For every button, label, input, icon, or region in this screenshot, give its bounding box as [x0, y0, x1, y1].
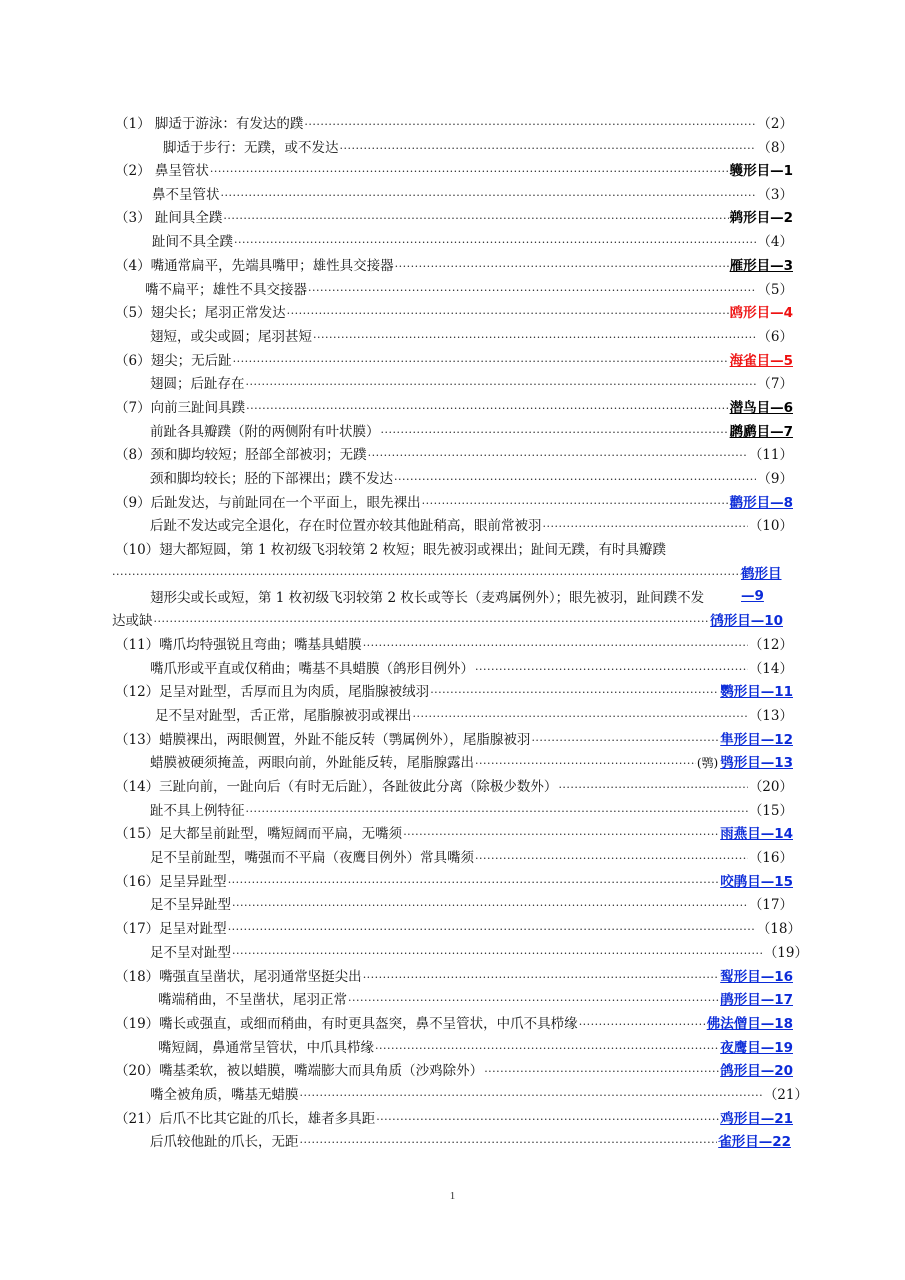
- key-entry: [115, 113, 793, 135]
- dot-leader: [475, 753, 696, 775]
- entry-ref: （2）: [757, 116, 793, 132]
- key-entry: [150, 752, 793, 774]
- entry-text: 翅形尖或长或短，第 1 枚初级飞羽较第 2 枚长或等长（麦鸡属例外）；眼先被羽，趾间蹼不发: [150, 590, 705, 606]
- entry-ref: （17）: [748, 897, 793, 913]
- order-label: 夜鹰目—19: [720, 1040, 793, 1056]
- order-label: 鸽形目—20: [720, 1063, 793, 1079]
- order-label: 鸥形目—4: [729, 305, 793, 321]
- entry-ref: （20）: [748, 779, 793, 795]
- dot-leader: [234, 232, 756, 254]
- key-entry: [115, 350, 793, 372]
- key-entry: [155, 705, 793, 727]
- entry-ref: （12）: [748, 637, 793, 653]
- entry-text: 翅短，或尖或圆；尾羽甚短: [150, 329, 312, 345]
- entry-text: 蜡膜被硬须掩盖，两眼向前，外趾能反转，尾脂腺露出: [150, 755, 474, 771]
- dot-leader: [223, 208, 728, 230]
- entry-text: （10）翅大都短圆，第 1 枚初级飞羽较第 2 枚短；眼先被羽或裸出；趾间无蹼，有时具瓣蹼: [115, 542, 667, 558]
- dot-leader: [475, 659, 748, 681]
- order-label: 咬鹃目—15: [720, 874, 793, 890]
- entry-text: 足不呈对趾型，舌正常，尾脂腺被羽或裸出: [155, 708, 412, 724]
- dot-leader: [348, 990, 719, 1012]
- dot-leader: [475, 848, 748, 870]
- order-label: 䴙䴘目—7: [729, 424, 793, 440]
- dot-leader: [246, 801, 748, 823]
- key-entry: [150, 894, 793, 916]
- entry-ref: （3）: [757, 187, 793, 203]
- dot-leader: [232, 943, 763, 965]
- order-label: 鹤形目—9: [741, 566, 782, 604]
- dot-leader: [308, 280, 756, 302]
- entry-text: （9）后趾发达，与前趾同在一个平面上，眼先裸出: [115, 495, 421, 511]
- entry-text: （18）嘴强直呈凿状，尾羽通常坚挺尖出: [115, 969, 362, 985]
- key-entry: [152, 184, 793, 206]
- key-entry: [115, 1013, 793, 1035]
- order-label: 鸮形目—13: [720, 755, 793, 771]
- order-label: 鸡形目—21: [720, 1111, 793, 1127]
- dot-leader: [376, 1109, 719, 1131]
- dot-leader: [210, 161, 729, 183]
- dot-leader: [287, 303, 729, 325]
- entry-text: 后趾不发达或完全退化，存在时位置亦较其他趾稍高，眼前常被羽: [150, 518, 542, 534]
- key-entry: [158, 1037, 793, 1059]
- entry-text: （6）翅尖；无后趾: [115, 353, 232, 369]
- key-entry: [115, 492, 793, 514]
- entry-text: （17）足呈对趾型: [115, 921, 227, 937]
- entry-ref: （15）: [748, 803, 793, 819]
- key-entry: [163, 137, 793, 159]
- order-label: 佛法僧目—18: [706, 1016, 793, 1032]
- dot-leader: [375, 1038, 719, 1060]
- dot-leader: [422, 493, 729, 515]
- entry-text: （21）后爪不比其它趾的爪长，雄者多具距: [115, 1111, 376, 1127]
- entry-text: （19）嘴长或强直，或细而稍曲，有时更具盔突，鼻不呈管状，中爪不具栉缘: [115, 1016, 578, 1032]
- key-entry: [152, 231, 793, 253]
- dot-leader: [246, 374, 757, 396]
- dot-leader: [300, 1132, 718, 1154]
- key-entry: [150, 1084, 808, 1106]
- entry-ref: （18）: [756, 921, 801, 937]
- key-entry: [115, 634, 793, 656]
- dot-leader: [403, 824, 719, 846]
- key-entry: [115, 918, 801, 940]
- dot-leader: [531, 730, 719, 752]
- entry-text: （2） 鼻呈管状: [115, 163, 209, 179]
- dot-leader: [304, 114, 756, 136]
- entry-text: 前趾各具瓣蹼（附的两侧附有叶状膜）: [150, 424, 380, 440]
- entry-ref: （10）: [748, 518, 793, 534]
- key-entry: [115, 776, 793, 798]
- key-entry: [150, 658, 793, 680]
- dot-leader: [232, 895, 748, 917]
- entry-text: 鼻不呈管状: [152, 187, 220, 203]
- dot-leader: [228, 919, 756, 941]
- dot-leader: [430, 682, 719, 704]
- entry-ref: （5）: [757, 282, 793, 298]
- order-label: 雨燕目—14: [720, 826, 793, 842]
- key-entry: [158, 989, 793, 1011]
- key-entry: [115, 255, 793, 277]
- key-entry: [150, 942, 808, 964]
- entry-text: （20）嘴基柔软，被以蜡膜，嘴端膨大而具角质（沙鸡除外）: [115, 1063, 484, 1079]
- dot-leader: [228, 872, 720, 894]
- entry-ref: （19）: [763, 945, 808, 961]
- order-label: 鹃形目—17: [720, 992, 793, 1008]
- entry-text: （15）足大都呈前趾型，嘴短阔而平扁，无嘴须: [115, 826, 403, 842]
- order-label: 隼形目—12: [720, 732, 793, 748]
- page-number: 1: [449, 1190, 456, 1202]
- dot-leader: [395, 256, 729, 278]
- dot-leader: [484, 1061, 719, 1083]
- entry-text: （11）嘴爪均特强锐且弯曲；嘴基具蜡膜: [115, 637, 362, 653]
- order-label: 鹱形目—1: [729, 163, 793, 179]
- entry-text: （1） 脚适于游泳：有发达的蹼: [115, 116, 304, 132]
- entry-text: （4）嘴通常扁平，先端具嘴甲；雄性具交接器: [115, 258, 394, 274]
- key-entry: [115, 966, 793, 988]
- entry-ref: （4）: [757, 234, 793, 250]
- entry-text: 颈和脚均较长；胫的下部裸出；蹼不发达: [150, 471, 393, 487]
- entry-text: 足不呈对趾型: [150, 945, 231, 961]
- entry-text: 达或缺: [112, 613, 153, 629]
- key-entry: [115, 160, 793, 182]
- dot-leader: [413, 706, 748, 728]
- dot-leader: [394, 469, 756, 491]
- order-label: 鹳形目—8: [729, 495, 793, 511]
- dot-leader: [579, 1014, 706, 1036]
- entry-text: 嘴爪形或平直或仅稍曲；嘴基不具蜡膜（鸽形目例外）: [150, 661, 474, 677]
- key-entry: [115, 397, 793, 419]
- entry-ref: （8）: [757, 140, 793, 156]
- key-entry: [112, 610, 783, 632]
- entry-ref: （11）: [748, 447, 793, 463]
- entry-text: （13）蜡膜裸出，两眼侧置，外趾不能反转（鹗属例外），尾脂腺被羽: [115, 732, 531, 748]
- dot-leader: [154, 611, 710, 633]
- order-label: 雀形目—22: [718, 1134, 791, 1150]
- entry-text: 翅圆；后趾存在: [150, 376, 245, 392]
- dot-leader: [381, 422, 729, 444]
- key-entry: [115, 444, 793, 466]
- entry-text: 足不呈前趾型，嘴强而不平扁（夜鹰目例外）常具嘴须: [150, 850, 474, 866]
- entry-ref: （13）: [748, 708, 793, 724]
- key-entry: [150, 421, 793, 443]
- entry-text: 嘴全被角质，嘴基无蜡膜: [150, 1087, 299, 1103]
- order-label: 雁形目—3: [729, 258, 793, 274]
- key-entry: [150, 515, 793, 537]
- dot-leader: [340, 138, 757, 160]
- entry-ref: （6）: [757, 329, 793, 345]
- dot-leader: [221, 185, 757, 207]
- entry-text: 嘴端稍曲，不呈凿状，尾羽正常: [158, 992, 347, 1008]
- dot-leader: [313, 327, 756, 349]
- key-entry: [115, 871, 793, 893]
- key-entry: [115, 1060, 793, 1082]
- entry-text: 嘴短阔，鼻通常呈管状，中爪具栉缘: [158, 1040, 374, 1056]
- order-label: 䴕形目—16: [720, 969, 793, 985]
- dot-leader: [558, 777, 747, 799]
- entry-ref: （9）: [757, 471, 793, 487]
- dot-leader: [363, 635, 748, 657]
- order-label: 鹈形目—2: [729, 210, 793, 226]
- entry-text: 足不呈异趾型: [150, 897, 231, 913]
- entry-text: 嘴不扁平；雄性不具交接器: [145, 282, 307, 298]
- entry-text: （3） 趾间具全蹼: [115, 210, 223, 226]
- dot-leader: [543, 516, 748, 538]
- key-entry: [115, 302, 793, 324]
- order-label: 鹦形目—11: [720, 684, 793, 700]
- key-entry: [115, 823, 793, 845]
- entry-text: 趾不具上例特征: [150, 803, 245, 819]
- key-entry: [150, 847, 793, 869]
- order-label: 海雀目—5: [729, 353, 793, 369]
- key-entry: [150, 800, 793, 822]
- dot-leader: [112, 564, 741, 586]
- entry-ref: （16）: [748, 850, 793, 866]
- key-entry: [145, 279, 793, 301]
- dot-leader: [368, 445, 748, 467]
- dot-leader: [246, 398, 729, 420]
- entry-text: （16）足呈异趾型: [115, 874, 227, 890]
- dot-leader: [363, 967, 720, 989]
- entry-text: 脚适于步行：无蹼，或不发达: [163, 140, 339, 156]
- entry-text: 后爪较他趾的爪长，无距: [150, 1134, 299, 1150]
- key-entry: [150, 468, 793, 490]
- entry-ref: （7）: [757, 376, 793, 392]
- key-entry: [150, 373, 793, 395]
- dot-leader: [233, 351, 729, 373]
- order-label: 潜鸟目—6: [729, 400, 793, 416]
- key-entry: [150, 326, 793, 348]
- entry-text: （12）足呈对趾型，舌厚而且为肉质，尾脂腺被绒羽: [115, 684, 430, 700]
- key-entry: [115, 681, 793, 703]
- entry-ref: （21）: [763, 1087, 808, 1103]
- key-entry: [150, 1131, 791, 1153]
- dot-leader: [300, 1085, 763, 1107]
- entry-text: （8）颈和脚均较短；胫部全部被羽；无蹼: [115, 447, 367, 463]
- entry-note: (鹗): [696, 756, 719, 770]
- key-entry: [115, 729, 793, 751]
- entry-text: （14）三趾向前，一趾向后（有时无后趾），各趾彼此分离（除极少数外）: [115, 779, 558, 795]
- key-entry: [115, 207, 793, 229]
- entry-text: （7）向前三趾间具蹼: [115, 400, 246, 416]
- key-entry: [115, 1108, 793, 1130]
- entry-text: 趾间不具全蹼: [152, 234, 233, 250]
- entry-text: （5）翅尖长；尾羽正常发达: [115, 305, 286, 321]
- entry-ref: （14）: [748, 661, 793, 677]
- order-label: 鸻形目—10: [710, 613, 783, 629]
